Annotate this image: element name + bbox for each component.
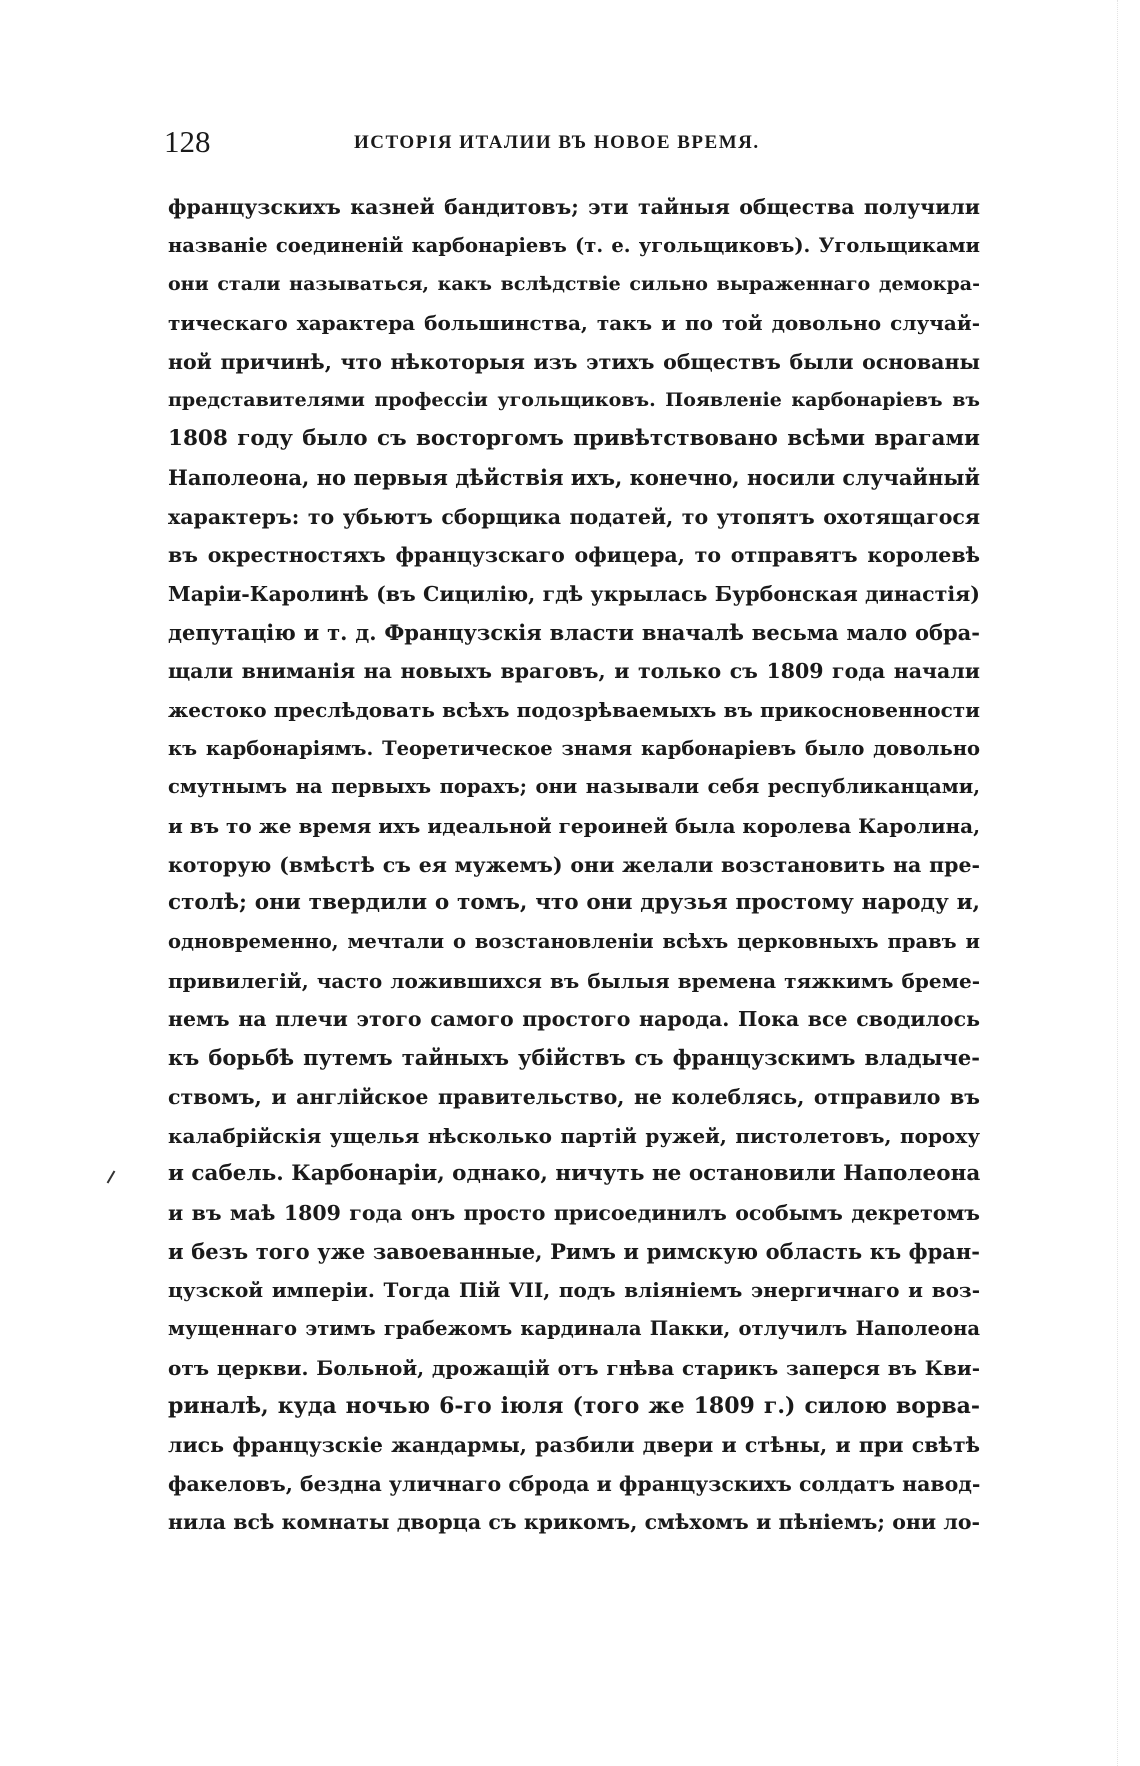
text-line: ствомъ, и англійское правительство, не колеблясь, отправило въ — [168, 1084, 980, 1109]
text-line: одновременно, мечтали о возстановленіи всѣхъ церковныхъ правъ и — [168, 930, 980, 954]
text-line: Маріи-Каролинѣ (въ Сицилію, гдѣ укрылась Бурбонская династія) — [168, 581, 980, 606]
text-line: тическаго характера большинства, такъ и по той довольно случай- — [168, 311, 980, 336]
text-line: привилегій, часто ложившихся въ былыя времена тяжкимъ бреме- — [168, 968, 980, 993]
text-line: мущеннаго этимъ грабежомъ кардинала Пакки, отлучилъ Наполеона — [168, 1316, 980, 1340]
text-line: французскихъ казней бандитовъ; эти тайныя общества получили — [168, 195, 980, 219]
text-line: нила всѣ комнаты дворца съ крикомъ, смѣхомъ и пѣніемъ; они ло- — [168, 1510, 980, 1535]
text-line: названіе соединеній карбонаріевъ (т. е. угольщиковъ). Угольщиками — [168, 233, 980, 257]
text-line: къ карбонаріямъ. Теоретическое знамя карбонаріевъ было довольно — [168, 736, 980, 760]
text-line: калабрійскія ущелья нѣсколько партій ружей, пистолетовъ, пороху — [168, 1123, 980, 1148]
body-text — [168, 188, 980, 1542]
stray-mark — [107, 1170, 116, 1183]
text-line: факеловъ, бездна уличнаго сброда и французскихъ солдатъ навод- — [168, 1471, 980, 1496]
text-line: ной причинѣ, что нѣкоторыя изъ этихъ обществъ были основаны — [168, 349, 980, 374]
text-line: они стали называться, какъ вслѣдствіе сильно выраженнаго демокра- — [168, 273, 980, 296]
page-number: 128 — [164, 124, 211, 159]
text-line: жестоко преслѣдовать всѣхъ подозрѣваемыхъ въ прикосновенности — [168, 697, 980, 722]
text-line: столѣ; они твердили о томъ, что они друзья простому народу и, — [168, 890, 980, 916]
text-line: которую (вмѣстѣ съ ея мужемъ) они желали возстановить на пре- — [168, 852, 980, 877]
text-line: отъ церкви. Больной, дрожащій отъ гнѣва старикъ заперся въ Кви- — [168, 1355, 980, 1380]
text-line: цузской имперіи. Тогда Пій VII, подъ вліяніемъ энергичнаго и воз- — [168, 1278, 980, 1303]
text-line: щали вниманія на новыхъ враговъ, и только съ 1809 года начали — [168, 659, 980, 684]
text-line: лись французскіе жандармы, разбили двери и стѣны, и при свѣтѣ — [168, 1433, 980, 1457]
text-line: и въ то же время ихъ идеальной героиней была королева Каролина, — [168, 814, 980, 838]
text-line: и въ маѣ 1809 года онъ просто присоединилъ особымъ декретомъ — [168, 1200, 980, 1225]
page-edge — [1117, 0, 1140, 1766]
text-line: Наполеона, но первыя дѣйствія ихъ, конечно, носили случайный — [168, 464, 980, 490]
text-line: представителями профессіи угольщиковъ. Появленіе карбонаріевъ въ — [168, 389, 980, 412]
text-line: и сабель. Карбонаріи, однако, ничуть не остановили Наполеона — [168, 1161, 980, 1187]
text-line: и безъ того уже завоеванные, Римъ и римскую область къ фран- — [168, 1238, 980, 1264]
page-header — [164, 122, 982, 162]
text-line: смутнымъ на первыхъ порахъ; они называли себя республиканцами, — [168, 775, 980, 799]
running-title: ИСТОРІЯ ИТАЛИИ ВЪ НОВОЕ ВРЕМЯ. — [354, 132, 760, 153]
text-line: 1808 году было съ восторгомъ привѣтствовано всѣми врагами — [168, 426, 980, 452]
text-line: риналѣ, куда ночью 6-го іюля (того же 1809 г.) силою ворва- — [168, 1393, 980, 1420]
text-line: къ борьбѣ путемъ тайныхъ убійствъ съ французскимъ владыче- — [168, 1045, 980, 1071]
text-line: немъ на плечи этого самого простого народа. Пока все сводилось — [168, 1007, 980, 1032]
text-line: депутацію и т. д. Французскія власти вначалѣ весьма мало обра- — [168, 619, 980, 645]
text-line: въ окрестностяхъ французскаго офицера, то отправятъ королевѣ — [168, 543, 980, 568]
text-line: характеръ: то убьютъ сборщика податей, то утопятъ охотящагося — [168, 504, 980, 529]
